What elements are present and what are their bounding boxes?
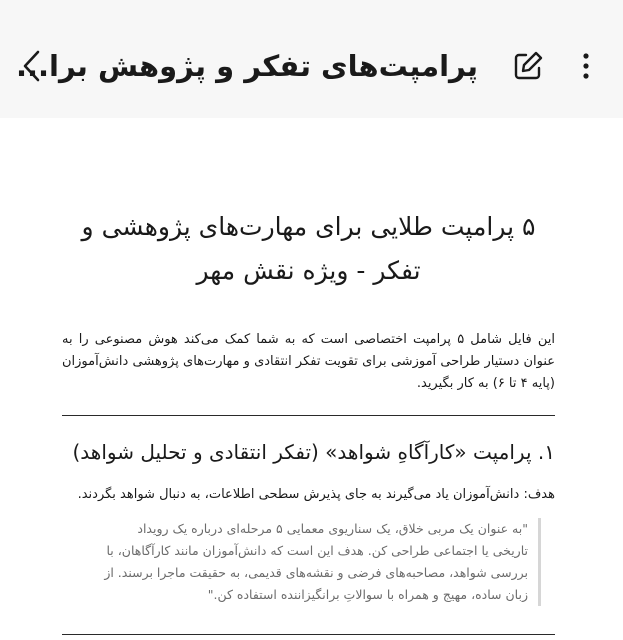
- intro-paragraph: این فایل شامل ۵ پرامپت اختصاصی است که به شما کمک می‌کند هوش مصنوعی را به عنوان دستیار طراحی آموزشی برای تقویت تفکر انتقادی و مهارت‌های پژوهشی دانش‌آموزان (پایه ۴ تا ۶) به کار بگیرید.: [62, 332, 555, 391]
- top-app-bar: [0, 0, 623, 118]
- more-options-button[interactable]: [566, 44, 606, 88]
- section-heading: ۱. پرامپت «کارآگاهِ شواهد» (تفکر انتقادی و تحلیل شواهد): [72, 440, 555, 464]
- more-vertical-icon: [581, 49, 591, 83]
- prompt-blockquote: "به عنوان یک مربی خلاق، یک سناریوی معمایی ۵ مرحله‌ای درباره یک رویداد تاریخی یا اجتماعی طراحی کن. هدف این است که دانش‌آموزان مانند کارآگاهان، با بررسی شواهد، مصاحبه‌های فرضی و نقشه‌های قدیمی، به حقیقت ماجرا برسند. از زبان ساده، مهیج و همراه با سوالاتِ برانگیزاننده استفاده کن.": [104, 518, 541, 606]
- document-body: [62, 205, 555, 606]
- document-title: ۵ پرامپت طلایی برای مهارت‌های پژوهشی و تفکر - ویژه نقش مهر: [81, 212, 536, 285]
- note-title: پرامپت‌های تفکر و پژوهش برا...: [16, 49, 478, 83]
- goal-text: هدف: دانش‌آموزان یاد می‌گیرند به جای پذیرش سطحی اطلاعات، به دنبال شواهد بگردند.: [77, 487, 555, 502]
- edit-icon: [511, 49, 545, 83]
- edit-button[interactable]: [506, 44, 550, 88]
- section-divider: [62, 415, 555, 416]
- section-divider-bottom: [62, 634, 555, 635]
